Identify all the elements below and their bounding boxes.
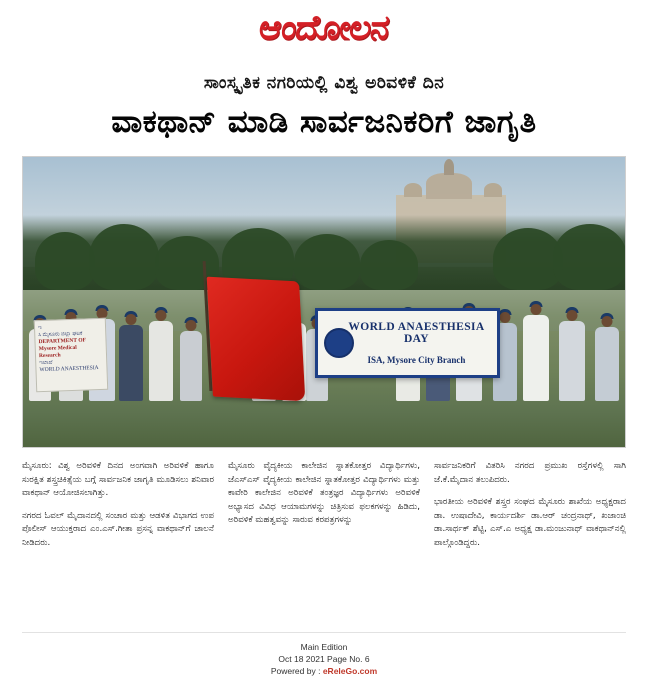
- red-flag: [206, 276, 305, 401]
- date-page-label: Oct 18 2021 Page No. 6: [278, 654, 370, 664]
- banner-title: WORLD ANAESTHESIA DAY: [348, 320, 485, 345]
- association-seal-icon: [324, 328, 354, 358]
- article-column-3: [434, 460, 626, 559]
- head-icon: [126, 314, 137, 325]
- article-body: [22, 460, 626, 559]
- head-icon: [156, 310, 167, 321]
- article-paragraph: ಮೈಸೂರು: ವಿಶ್ವ ಅರಿವಳಿಕೆ ದಿನದ ಅಂಗವಾಗಿ ಅರಿವಳಿಕೆ ಹಾಗೂ ಸುರಕ್ಷಿತ ಶಸ್ತ್ರಚಿಕಿತ್ಸೆಯ ಬಗ್ಗೆ ಸಾರ್ವಜನಿಕ ಜಾಗೃತಿ ಮೂಡಿಸಲು ಶನಿವಾರ ವಾಕಥಾನ್ ಆಯೋಜಿಸಲಾಗಿತ್ತು.: [22, 461, 214, 498]
- banner-subtitle: ISA, Mysore City Branch: [367, 354, 466, 365]
- placard-line: Mysore Medical: [38, 345, 77, 353]
- head-icon: [185, 320, 196, 331]
- article-paragraph: ಸಾರ್ವಜನಿಕರಿಗೆ ವಿತರಿಸಿ ನಗರದ ಪ್ರಮುಖ ರಸ್ತೆಗಳಲ್ಲಿ ಸಾಗಿ ಜೆ.ಕೆ.ಮೈದಾನ ತಲುಪಿದರು.: [434, 461, 626, 485]
- placard-line: DEPARTMENT OF: [38, 337, 87, 346]
- news-photo: [22, 156, 626, 448]
- footer: [0, 641, 648, 677]
- page-title: ವಾಕಥಾನ್ ಮಾಡಿ ಸಾರ್ವಜನಿಕರಿಗೆ ಜಾಗೃತಿ: [111, 104, 537, 140]
- edition-label: Main Edition: [300, 642, 348, 652]
- article-paragraph: ಮೈಸೂರು ವೈದ್ಯಕೀಯ ಕಾಲೇಜಿನ ಸ್ನಾತಕೋತ್ತರ ವಿದ್ಯಾರ್ಥಿಗಳು, ಜೆಎಸ್ಎಸ್ ವೈದ್ಯಕೀಯ ಕಾಲೇಜಿನ ಸ್ನಾತಕೋತ್ತರ ವಿದ್ಯಾರ್ಥಿಗಳು ಮತ್ತು ಕಾವೇರಿ ಕಾಲೇಜಿನ ಅರಿವಳಿಕೆ ತಂತ್ರಜ್ಞರ ವಿದ್ಯಾರ್ಥಿಗಳು ಅರಿವಳಿಕೆ ಅಭ್ಯಾಸದ ವಿವಿಧ ಆಯಾಮಗಳನ್ನು ಚಿತ್ರಿಸುವ ಫಲಕಗಳನ್ನು ಹಿಡಿದು, ಅರಿವಳಿಕೆ ಮಹತ್ವವನ್ನು ಸಾರುವ ಕರಪತ್ರಗಳನ್ನು: [228, 461, 420, 525]
- left-placard: [34, 318, 108, 392]
- erelego-brand-link[interactable]: eReleGo.com: [322, 666, 378, 676]
- article-paragraph: ಭಾರತೀಯ ಅರಿವಳಿಕೆ ಶಸ್ತ್ರರ ಸಂಘದ ಮೈಸೂರು ಶಾಖೆಯ ಅಧ್ಯಕ್ಷರಾದ ಡಾ. ಉಷಾದೇವಿ, ಕಾರ್ಯದರ್ಶಿ ಡಾ.ಆರ್ ಚಂದ್ರನಾಥ್, ಖಜಾಂಚಿ ಡಾ.ಸಾರ್ಥಕ್ ಶೆಟ್ಟಿ, ಎಸ್.ಎ ಅಧ್ಯಕ್ಷ ಡಾ.ಮಂಜುನಾಥ್ ವಾಕಥಾನ್‌ನಲ್ಲಿ ಪಾಲ್ಗೊಂಡಿದ್ದರು.: [434, 497, 626, 548]
- head-icon: [499, 312, 510, 323]
- footer-divider: [22, 632, 626, 633]
- head-icon: [530, 304, 541, 315]
- event-banner: [315, 308, 500, 378]
- placard-line: ಇಲಾಖೆ: [39, 360, 53, 367]
- placard-line: ಇ: [37, 325, 42, 332]
- powered-by-prefix: Powered by :: [270, 666, 323, 676]
- placard-line: ಸಿ ಮೈಸೂರು ಜಿಲ್ಲಾ ಘಟಕ: [38, 330, 83, 339]
- article-column-1: [22, 460, 214, 559]
- powered-by-line: [0, 665, 648, 677]
- dome-icon: [484, 183, 502, 197]
- article-column-2: [228, 460, 420, 559]
- dome-icon: [404, 183, 422, 197]
- newspaper-logo: ಆಂದೋಲನ: [257, 8, 391, 48]
- article-paragraph: ನಗರದ ಓವಲ್ ಮೈದಾನದಲ್ಲಿ ಸಂಚಾರ ಮತ್ತು ಆಡಳಿತ ವಿಭಾಗದ ಉಪ ಪೊಲೀಸ್ ಆಯುಕ್ತರಾದ ಎಂ.ಎಸ್.ಗೀತಾ ಪ್ರಸನ್ನ ವಾಕಥಾನ್‌ಗೆ ಚಾಲನೆ ನೀಡಿದರು.: [22, 510, 214, 548]
- headline-kicker: ಸಾಂಸ್ಕೃತಿಕ ನಗರಿಯಲ್ಲಿ ವಿಶ್ವ ಅರಿವಳಿಕೆ ದಿನ: [203, 73, 445, 93]
- head-icon: [601, 316, 612, 327]
- placard-line: Research: [38, 352, 61, 360]
- placard-line: WORLD ANAESTHESIA: [39, 365, 99, 374]
- masthead: [0, 0, 648, 58]
- head-icon: [566, 310, 577, 321]
